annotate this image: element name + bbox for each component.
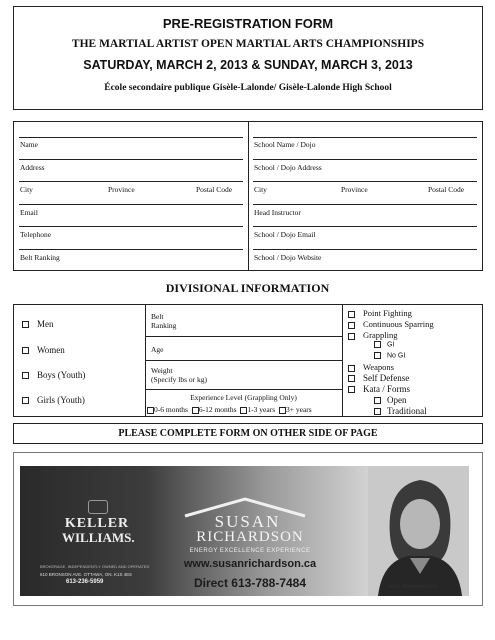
telephone-field[interactable]: Telephone — [20, 230, 52, 239]
divider-right — [342, 304, 343, 417]
checkbox[interactable] — [374, 397, 381, 404]
category-men[interactable]: Men — [22, 319, 54, 329]
belt-ranking-field[interactable]: Belt Ranking — [20, 253, 60, 262]
experience-options: 0-6 months 6-12 months 1-3 years 3+ years — [147, 405, 312, 414]
field-line — [253, 204, 477, 205]
checkbox[interactable] — [348, 375, 355, 382]
notice-text: PLEASE COMPLETE FORM ON OTHER SIDE OF PAGE — [118, 428, 378, 439]
field-line — [253, 159, 477, 160]
row-divider — [145, 360, 342, 361]
name-field[interactable]: Name — [20, 140, 38, 149]
field-line — [19, 181, 243, 182]
row-divider — [145, 389, 342, 390]
office-phone: 613-236-5959 — [66, 579, 104, 585]
agent-role: Sales Representative — [388, 584, 438, 590]
checkbox[interactable] — [22, 397, 29, 404]
keller-williams-logo — [62, 506, 135, 546]
checkbox[interactable] — [348, 386, 355, 393]
event-name: THE MARTIAL ARTIST OPEN MARTIAL ARTS CHAMPIONSHIPS — [71, 38, 425, 50]
field-line — [19, 159, 243, 160]
checkbox[interactable] — [374, 408, 381, 415]
category-women[interactable]: Women — [22, 345, 65, 355]
school-postal-code-field[interactable]: Postal Code — [428, 185, 465, 194]
field-line — [253, 137, 477, 138]
weight-field-label[interactable]: Weight (Specify lbs or kg) — [151, 366, 208, 384]
email-field[interactable]: Email — [20, 208, 38, 217]
postal-code-field[interactable]: Postal Code — [196, 185, 233, 194]
school-name-field[interactable]: School Name / Dojo — [254, 140, 316, 149]
brokerage-line: BROKERAGE, INDEPENDENTLY OWNED AND OPERATED — [40, 564, 150, 569]
school-email-field[interactable]: School / Dojo Email — [254, 230, 316, 239]
event-grappling-no-gi[interactable]: No GI — [374, 352, 405, 359]
field-line — [19, 137, 243, 138]
event-kata-traditional[interactable]: Traditional — [374, 406, 427, 416]
event-kata-open[interactable]: Open — [374, 395, 407, 405]
checkbox[interactable] — [348, 322, 355, 329]
belt-field-label[interactable]: Belt Ranking — [151, 312, 177, 330]
field-line — [19, 226, 243, 227]
checkbox[interactable] — [374, 341, 381, 348]
experience-title: Experience Level (Grappling Only) — [190, 393, 297, 402]
field-line — [19, 249, 243, 250]
agent-first-name: SUSAN — [214, 512, 281, 531]
brand-top: KELLER — [64, 516, 130, 531]
category-boys-youth[interactable]: Boys (Youth) — [22, 370, 85, 380]
age-field-label[interactable]: Age — [151, 345, 164, 354]
event-grappling[interactable]: Grappling — [348, 330, 397, 340]
province-field[interactable]: Province — [108, 185, 135, 194]
event-kata-forms[interactable]: Kata / Forms — [348, 384, 410, 394]
checkbox[interactable] — [147, 407, 154, 414]
event-weapons[interactable]: Weapons — [348, 362, 394, 372]
divisional-heading: DIVISIONAL INFORMATION — [165, 281, 330, 295]
event-self-defense[interactable]: Self Defense — [348, 373, 409, 383]
checkbox[interactable] — [22, 321, 29, 328]
venue-name: École secondaire publique Gisèle-Lalonde/ Gisèle-Lalonde High School — [104, 83, 392, 93]
event-continuous-sparring[interactable]: Continuous Sparring — [348, 319, 434, 329]
checkbox[interactable] — [22, 372, 29, 379]
agent-portrait — [368, 466, 469, 596]
agent-tagline: ENERGY EXCELLENCE EXPERIENCE — [189, 548, 311, 554]
event-point-fighting[interactable]: Point Fighting — [348, 308, 412, 318]
address-field[interactable]: Address — [20, 163, 45, 172]
school-province-field[interactable]: Province — [341, 185, 368, 194]
school-city-field[interactable]: City — [254, 185, 267, 194]
school-website-field[interactable]: School / Dojo Website — [254, 253, 322, 262]
checkbox[interactable] — [348, 333, 355, 340]
category-girls-youth[interactable]: Girls (Youth) — [22, 395, 85, 405]
kw-monogram-icon — [88, 500, 108, 514]
checkbox[interactable] — [279, 407, 286, 414]
event-grappling-gi[interactable]: GI — [374, 341, 394, 348]
form-title: PRE-REGISTRATION FORM — [162, 16, 334, 31]
brand-bottom: WILLIAMS. — [62, 530, 135, 545]
field-line — [253, 181, 477, 182]
column-divider — [248, 121, 249, 271]
school-address-field[interactable]: School / Dojo Address — [254, 163, 322, 172]
checkbox[interactable] — [192, 407, 199, 414]
agent-direct-phone: Direct 613-788-7484 — [193, 576, 307, 590]
checkbox[interactable] — [348, 311, 355, 318]
field-line — [253, 249, 477, 250]
agent-last-name: RICHARDSON — [196, 529, 304, 545]
ad-banner — [20, 466, 469, 596]
field-line — [19, 204, 243, 205]
checkbox[interactable] — [374, 352, 381, 359]
field-line — [253, 226, 477, 227]
header-box — [13, 6, 483, 110]
head-instructor-field[interactable]: Head Instructor — [254, 208, 301, 217]
checkbox[interactable] — [348, 365, 355, 372]
checkbox[interactable] — [22, 347, 29, 354]
event-dates: SATURDAY, MARCH 2, 2013 & SUNDAY, MARCH 3, 2013 — [83, 58, 413, 72]
office-address: 610 BRONSON AVE. OTTAWA, ON. K1S 4E6 — [40, 572, 132, 577]
city-field[interactable]: City — [20, 185, 33, 194]
notice-box — [13, 423, 483, 444]
agent-website: www.susanrichardson.ca — [183, 558, 317, 570]
row-divider — [145, 336, 342, 337]
